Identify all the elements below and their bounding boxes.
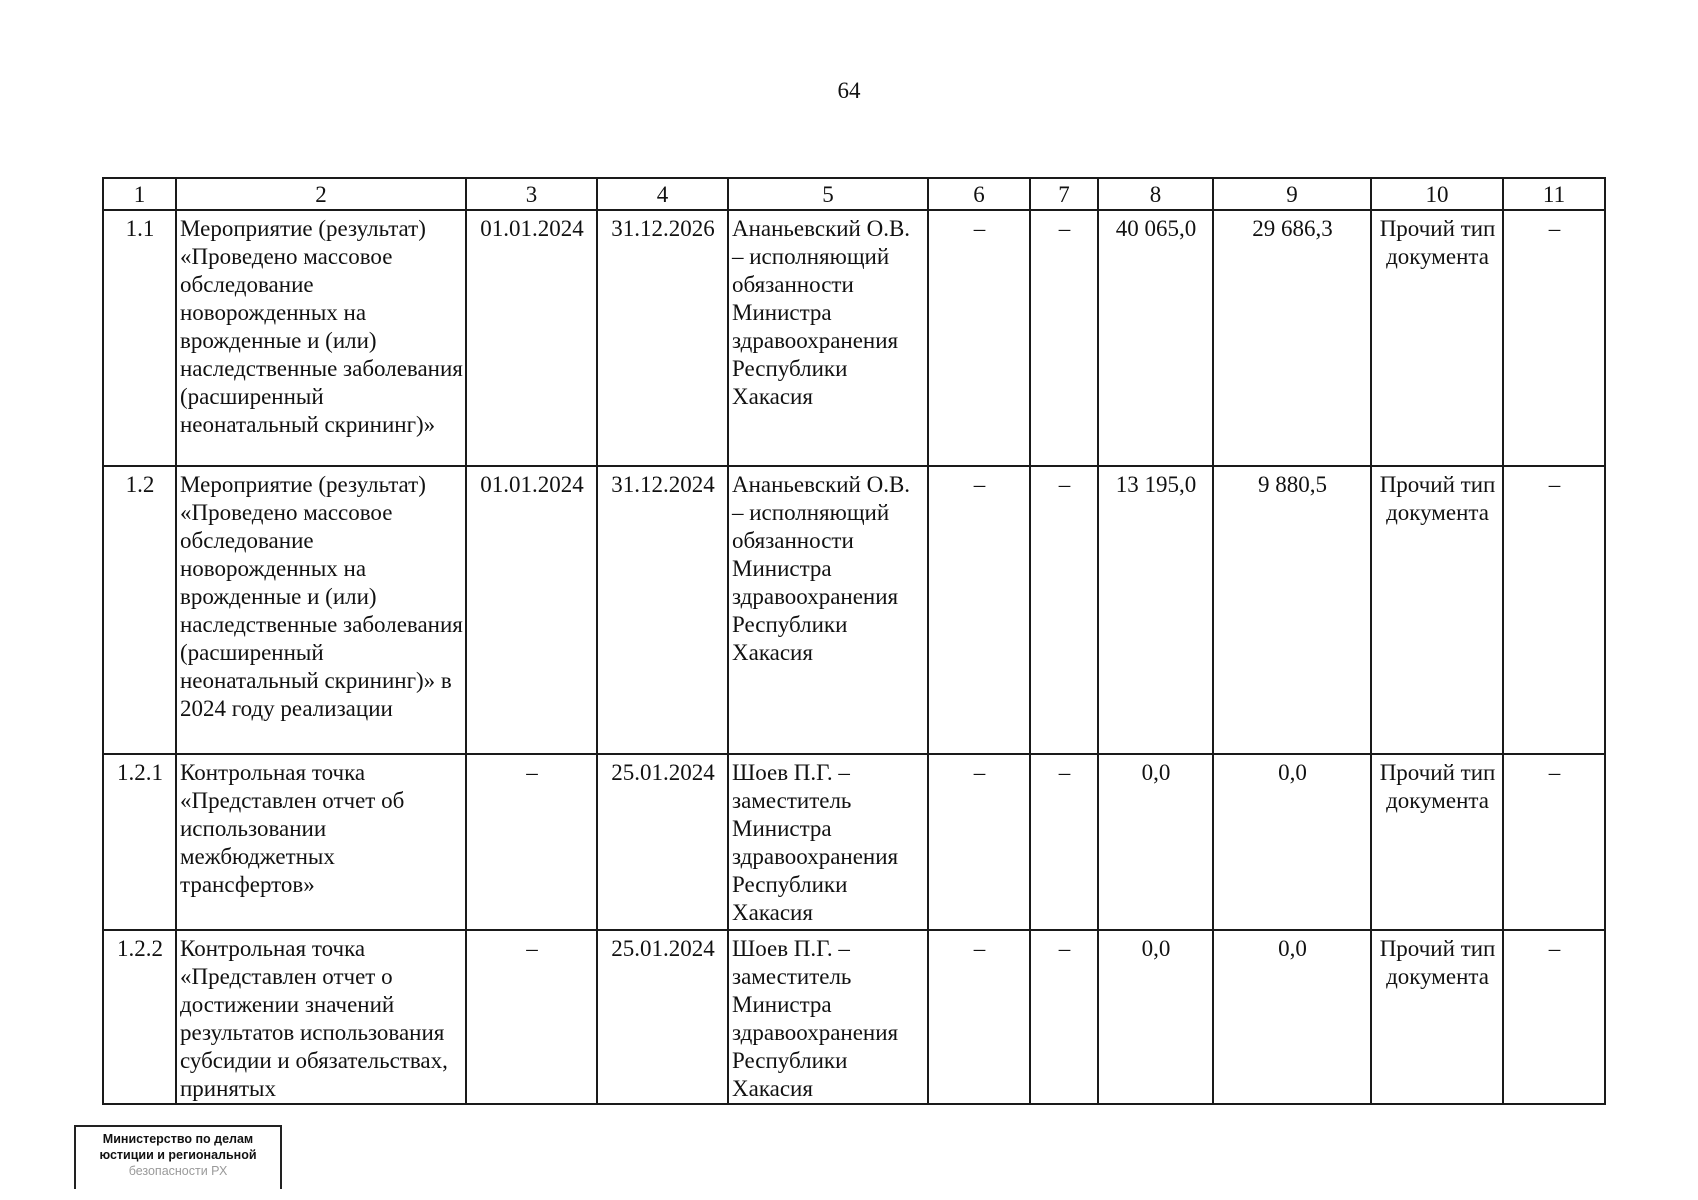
responsible-person: Ананьевский О.В. – исполняющий обязанности Министра здравоохранения Республики Хакасия <box>728 466 928 754</box>
cell-col11: – <box>1503 466 1605 754</box>
activity-name: Контрольная точка «Представлен отчет о достижении значений результатов использования субсидии и обязательствах, принятых <box>176 930 466 1104</box>
table-row <box>103 930 1605 1104</box>
header-cell: 6 <box>928 178 1030 210</box>
cell-col6: – <box>928 930 1030 1104</box>
activity-name: Мероприятие (результат) «Проведено массовое обследование новорожденных на врожденные и (или) наследственные заболевания (расширенный неонатальный скрининг)» в 2024 году реализации <box>176 466 466 754</box>
cell-col9: 0,0 <box>1213 754 1371 930</box>
header-cell: 1 <box>103 178 176 210</box>
document-type: Прочий тип документа <box>1371 466 1503 754</box>
cell-col7: – <box>1030 754 1098 930</box>
cell-col9: 29 686,3 <box>1213 210 1371 466</box>
cell-col9: 0,0 <box>1213 930 1371 1104</box>
document-type: Прочий тип документа <box>1371 210 1503 466</box>
cell-col7: – <box>1030 210 1098 466</box>
cell-col8: 40 065,0 <box>1098 210 1213 466</box>
responsible-person: Шоев П.Г. – заместитель Министра здравоохранения Республики Хакасия <box>728 754 928 930</box>
cell-col9: 9 880,5 <box>1213 466 1371 754</box>
end-date: 25.01.2024 <box>597 754 728 930</box>
header-cell: 7 <box>1030 178 1098 210</box>
responsible-person: Шоев П.Г. – заместитель Министра здравоохранения Республики Хакасия <box>728 930 928 1104</box>
responsible-person: Ананьевский О.В. – исполняющий обязанности Министра здравоохранения Республики Хакасия <box>728 210 928 466</box>
cell-col11: – <box>1503 754 1605 930</box>
header-cell: 5 <box>728 178 928 210</box>
activity-name: Мероприятие (результат) «Проведено массовое обследование новорожденных на врожденные и (или) наследственные заболевания (расширенный неонатальный скрининг)» <box>176 210 466 466</box>
end-date: 31.12.2026 <box>597 210 728 466</box>
header-cell: 2 <box>176 178 466 210</box>
document-type: Прочий тип документа <box>1371 930 1503 1104</box>
row-number: 1.1 <box>103 210 176 466</box>
stamp-line: безопасности РХ <box>128 1164 228 1178</box>
table-row <box>103 466 1605 754</box>
table-row <box>103 754 1605 930</box>
cell-col11: – <box>1503 930 1605 1104</box>
cell-col6: – <box>928 754 1030 930</box>
header-row <box>103 178 1605 210</box>
document-type: Прочий тип документа <box>1371 754 1503 930</box>
start-date: 01.01.2024 <box>466 466 597 754</box>
header-cell: 9 <box>1213 178 1371 210</box>
stamp-line: Министерство по делам <box>102 1132 254 1146</box>
registration-stamp <box>74 1125 282 1189</box>
start-date: – <box>466 754 597 930</box>
header-cell: 11 <box>1503 178 1605 210</box>
activity-name: Контрольная точка «Представлен отчет об использовании межбюджетных трансфертов» <box>176 754 466 930</box>
start-date: – <box>466 930 597 1104</box>
data-table <box>102 177 1606 1105</box>
end-date: 25.01.2024 <box>597 930 728 1104</box>
cell-col7: – <box>1030 930 1098 1104</box>
header-cell: 3 <box>466 178 597 210</box>
cell-col7: – <box>1030 466 1098 754</box>
cell-col6: – <box>928 210 1030 466</box>
cell-col8: 0,0 <box>1098 754 1213 930</box>
end-date: 31.12.2024 <box>597 466 728 754</box>
row-number: 1.2.1 <box>103 754 176 930</box>
cell-col6: – <box>928 466 1030 754</box>
row-number: 1.2 <box>103 466 176 754</box>
page-number: 64 <box>837 78 861 103</box>
header-cell: 10 <box>1371 178 1503 210</box>
stamp-line: юстиции и региональной <box>99 1148 257 1162</box>
row-number: 1.2.2 <box>103 930 176 1104</box>
cell-col8: 13 195,0 <box>1098 466 1213 754</box>
table-row <box>103 210 1605 466</box>
cell-col8: 0,0 <box>1098 930 1213 1104</box>
cell-col11: – <box>1503 210 1605 466</box>
header-cell: 4 <box>597 178 728 210</box>
start-date: 01.01.2024 <box>466 210 597 466</box>
header-cell: 8 <box>1098 178 1213 210</box>
